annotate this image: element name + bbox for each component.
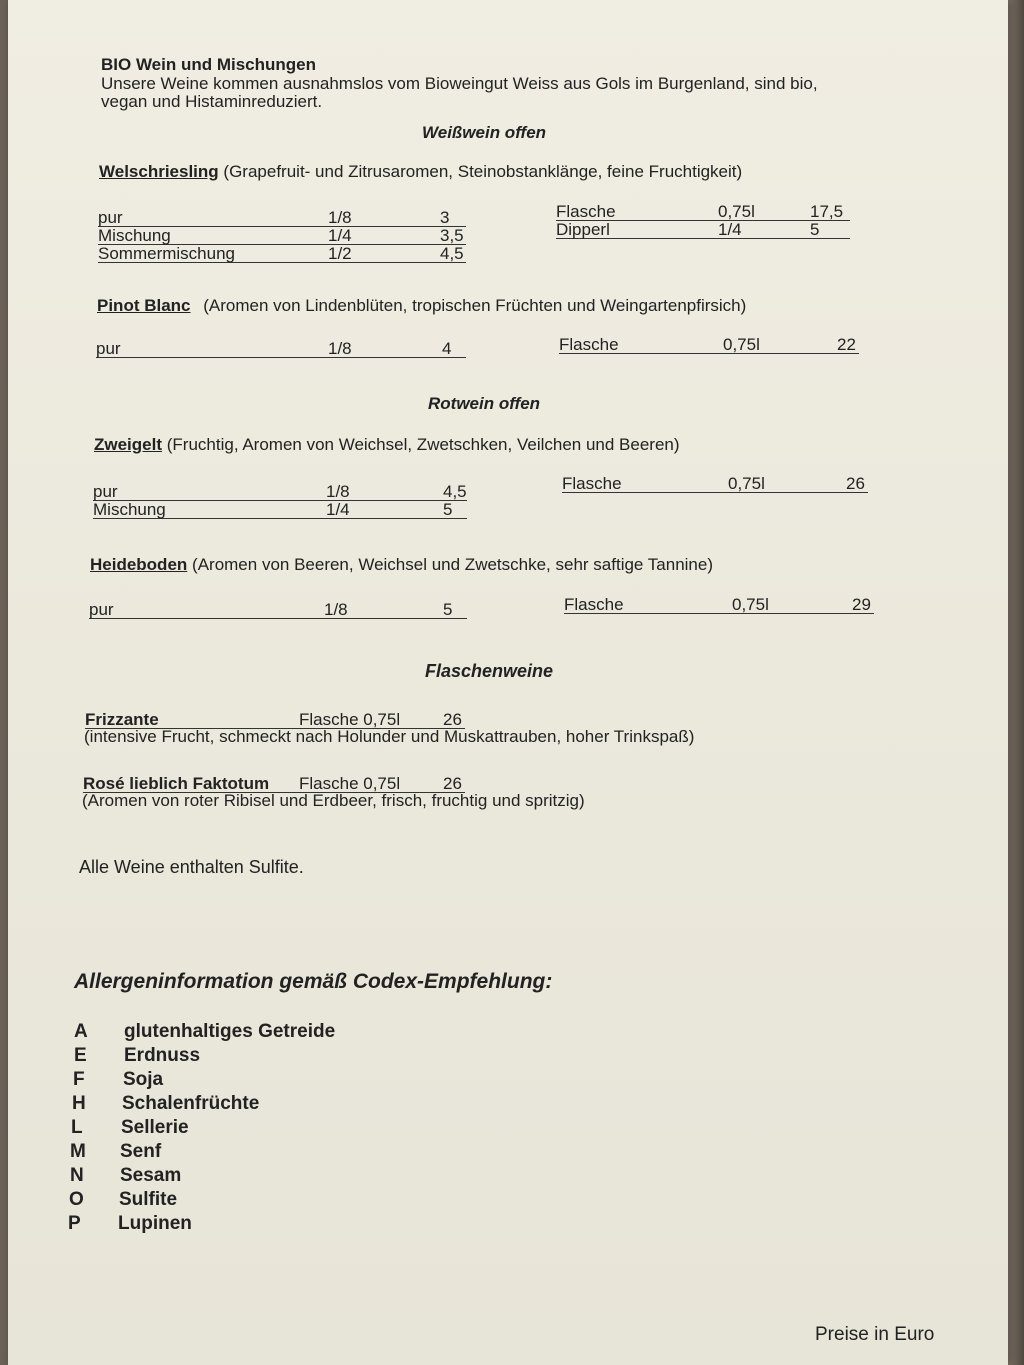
wine-price: 26 (443, 710, 462, 729)
allergen-item (71, 1117, 189, 1139)
row-label: Mischung (98, 226, 171, 245)
wine-name: Zweigelt (94, 435, 163, 454)
allergen-code: L (71, 1117, 83, 1138)
row-label: Dipperl (556, 220, 610, 239)
allergen-code: H (72, 1093, 86, 1114)
bottle-row (562, 472, 868, 493)
row-size: 1/8 (326, 482, 350, 501)
row-size: 0,75l (718, 202, 755, 221)
row-price: 4,5 (440, 244, 464, 263)
wine-heideboden (90, 555, 713, 575)
price-row (89, 598, 467, 619)
wine-pinot-blanc (97, 296, 746, 316)
wine-name: Welschriesling (99, 162, 219, 181)
allergen-name: Senf (120, 1141, 162, 1162)
allergen-name: Soja (123, 1069, 164, 1090)
wine-bottle: Flasche 0,75l (299, 710, 401, 729)
wine-frizzante (85, 708, 465, 729)
row-price: 5 (443, 600, 453, 619)
allergen-item (69, 1189, 177, 1211)
row-label: pur (89, 600, 114, 619)
section-heading-weisswein: Weißwein offen (422, 123, 547, 142)
allergen-item (68, 1213, 192, 1235)
intro-text-line2: vegan und Histaminreduziert. (101, 92, 323, 111)
row-label: pur (93, 482, 118, 501)
allergen-item (73, 1069, 163, 1091)
intro-text-line1: Unsere Weine kommen ausnahmslos vom Bioweingut Weiss aus Gols im Burgenland, sind bio, (101, 74, 818, 93)
wine-zweigelt (94, 435, 680, 455)
allergen-code: O (69, 1189, 84, 1210)
allergen-name: Sellerie (121, 1117, 189, 1138)
row-label: Flasche (559, 335, 619, 354)
allergen-name: Sulfite (119, 1189, 178, 1210)
row-price: 26 (846, 474, 865, 493)
row-price: 4 (442, 339, 452, 358)
allergen-name: Sesam (120, 1165, 182, 1186)
row-size: 1/4 (328, 226, 352, 245)
wine-description: (Aromen von Lindenblüten, tropischen Früchten und Weingartenpfirsich) (203, 296, 747, 315)
row-size: 0,75l (732, 595, 769, 614)
row-price: 17,5 (810, 202, 844, 221)
row-price: 3 (440, 208, 450, 227)
row-size: 1/8 (324, 600, 348, 619)
menu-sheet (8, 0, 1008, 1365)
row-label: Mischung (93, 500, 166, 519)
allergen-item (74, 1045, 200, 1067)
allergen-code: E (74, 1045, 87, 1066)
wine-rose (83, 772, 465, 793)
row-price: 3,5 (440, 226, 464, 245)
row-price: 5 (443, 500, 453, 519)
row-size: 0,75l (723, 335, 760, 354)
row-label: Flasche (562, 474, 622, 493)
row-size: 0,75l (728, 474, 765, 493)
wine-name: Rosé lieblich Faktotum (83, 774, 270, 793)
row-size: 1/2 (328, 244, 352, 263)
wine-description: (Aromen von roter Ribisel und Erdbeer, frisch, fruchtig und spritzig) (82, 791, 585, 810)
row-size: 1/4 (326, 500, 350, 519)
wine-name: Heideboden (90, 555, 188, 574)
wine-description: (intensive Frucht, schmeckt nach Holunder und Muskattrauben, hoher Trinkspaß) (84, 727, 695, 746)
allergen-name: Erdnuss (124, 1045, 201, 1066)
wine-price: 26 (443, 774, 462, 793)
row-label: Sommermischung (98, 244, 235, 263)
row-price: 22 (837, 335, 856, 354)
allergen-item (70, 1165, 181, 1187)
row-label: Flasche (564, 595, 624, 614)
row-price: 4,5 (443, 482, 467, 501)
wine-description: (Fruchtig, Aromen von Weichsel, Zwetschken, Veilchen und Beeren) (166, 435, 680, 454)
allergen-name: Lupinen (118, 1213, 192, 1234)
allergen-item (72, 1093, 259, 1115)
price-row (98, 242, 466, 263)
section-heading-rotwein: Rotwein offen (428, 394, 541, 413)
row-size: 1/8 (328, 208, 352, 227)
allergen-code: N (70, 1165, 84, 1186)
wine-welschriesling (99, 162, 742, 182)
sulfite-note: Alle Weine enthalten Sulfite. (79, 857, 304, 877)
wine-description: (Aromen von Beeren, Weichsel und Zwetschke, sehr saftige Tannine) (192, 555, 714, 574)
allergen-item (70, 1141, 161, 1163)
allergen-code: A (74, 1021, 88, 1042)
row-price: 5 (810, 220, 820, 239)
row-label: pur (96, 339, 121, 358)
price-row (96, 337, 466, 358)
allergen-code: P (68, 1213, 81, 1234)
bottle-row (564, 593, 874, 614)
allergen-code: M (70, 1141, 86, 1162)
wine-bottle: Flasche 0,75l (299, 774, 401, 793)
row-price: 29 (852, 595, 871, 614)
row-size: 1/4 (718, 220, 742, 239)
allergen-title: Allergeninformation gemäß Codex-Empfehlung: (74, 970, 553, 993)
allergen-code: F (73, 1069, 85, 1090)
bottle-row (556, 218, 850, 239)
row-size: 1/8 (328, 339, 352, 358)
allergen-name: glutenhaltiges Getreide (124, 1021, 336, 1042)
menu-title: BIO Wein und Mischungen (101, 55, 317, 74)
row-label: pur (98, 208, 123, 227)
allergen-item (74, 1021, 335, 1043)
bottle-row (559, 333, 859, 354)
section-heading-flaschenweine: Flaschenweine (425, 661, 554, 681)
wine-description: (Grapefruit- und Zitrusaromen, Steinobstanklänge, feine Fruchtigkeit) (223, 162, 743, 181)
wine-name: Pinot Blanc (97, 296, 191, 315)
price-row (93, 498, 467, 519)
wine-name: Frizzante (85, 710, 159, 729)
allergen-name: Schalenfrüchte (122, 1093, 260, 1114)
row-label: Flasche (556, 202, 616, 221)
price-currency-note: Preise in Euro (815, 1324, 935, 1345)
